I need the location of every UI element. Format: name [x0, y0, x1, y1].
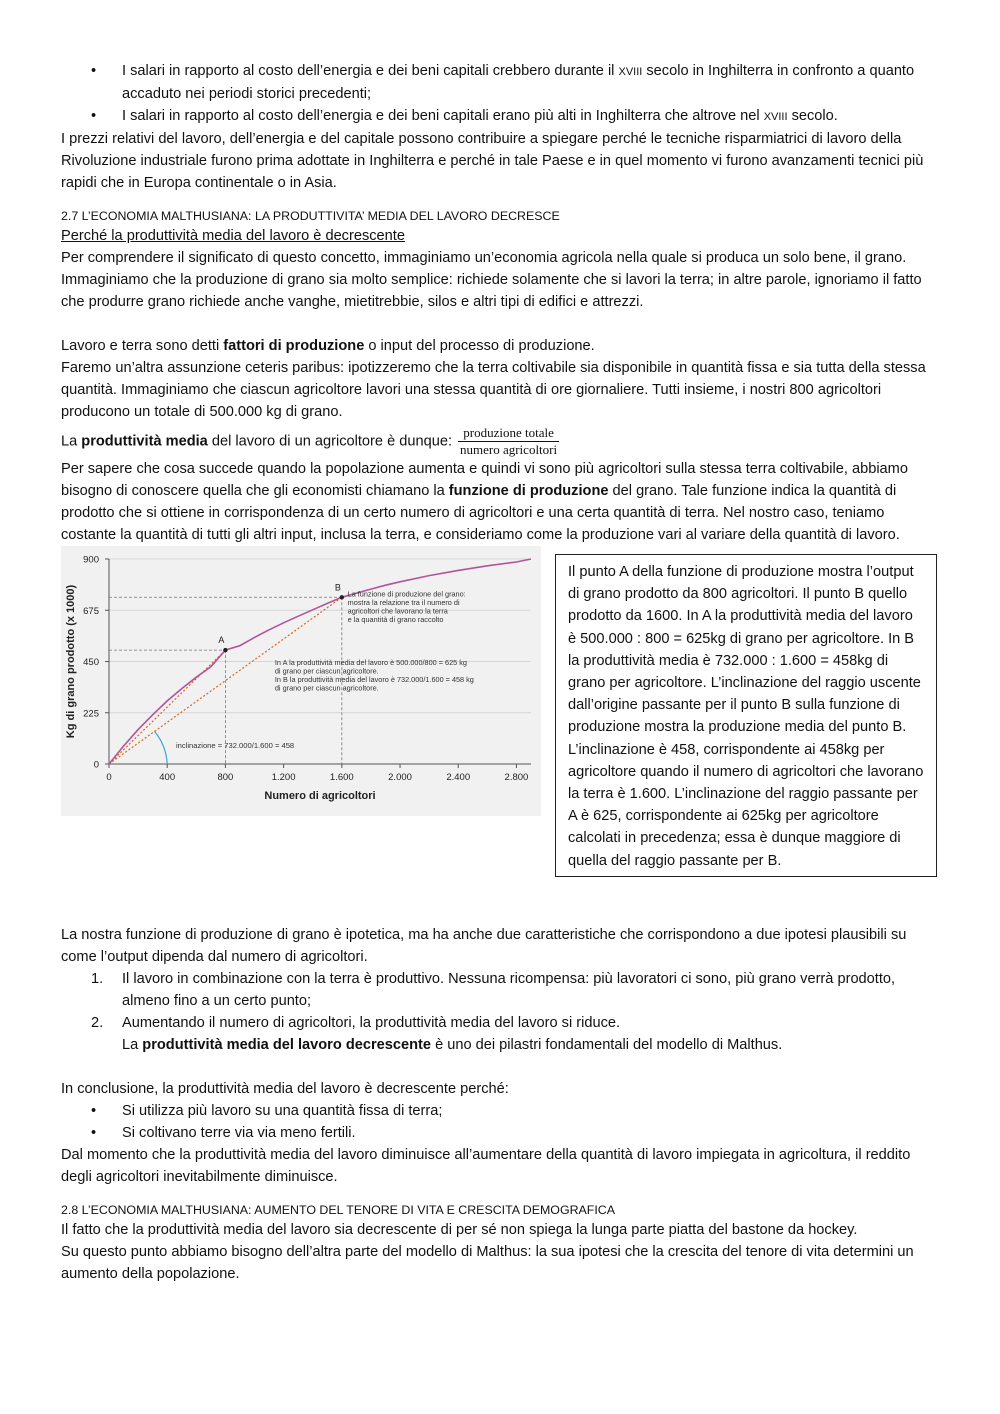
paragraph: Per sapere che cosa succede quando la popolazione aumenta e quindi vi sono più agricoltori sulla stessa terra coltivabile, abbiamo bisogno di conoscere quella che gli economisti chiamano la funzione di produzione del grano. Tale funzione indica la quantità di prodotto che si ottiene in corrispondenza di un certo numero di agricoltori e una certa quantità di terra. Nel nostro caso, teniamo costante la quantità di tutti gli altri input, inclusa la terra, e consideriamo come la produzione vari al variare della quantità di lavoro. [61, 461, 908, 543]
section-subheading: Perché la produttività media del lavoro è decrescente [61, 228, 405, 244]
y-axis-title: Kg di grano prodotto (x 1000) [65, 584, 77, 739]
annotation-line: La funzione di produzione del grano: [347, 589, 466, 599]
x-tick-label: 1.600 [329, 772, 354, 783]
list-item: • I salari in rapporto al costo dell’energia e dei beni capitali crebbero durante il XVIII secolo in Inghilterra in confronto a quanto accaduto nei periodi storici precedenti; [61, 60, 941, 105]
explanation-box: Il punto A della funzione di produzione mostra l’output di grano prodotto da 800 agricoltori. Il punto B quello prodotto da 1600. In A la produttività media del lavoro è 500.000 : 800 = 625kg di grano per agricoltore. In B la produttività media è 732.000 : 1.600 = 458kg di grano per agricoltore. L’inclinazione del raggio uscente dall’origine passante per il punto B sulla funzione di produzione mostra la produzione media del punto B. L’inclinazione è 458, corrispondente ai 458kg per agricoltore quando il numero di agricoltori che lavorano la terra è 1.600. L’inclinazione del raggio passante per A è 625, corrispondente ai 625kg per agricoltore calcolati in precedenza; essa è dunque maggiore di quella del raggio passante per B. [555, 554, 937, 877]
paragraph: Faremo un’altra assunzione ceteris paribus: ipotizzeremo che la terra coltivabile sia disponibile in quantità fissa e sia tutta della stessa quantità. Immaginiamo che ciascun agricoltore lavori una stessa quantità di ore giornaliere. Tutti insieme, i nostri 800 agricoltori producono un totale di 500.000 kg di grano. [61, 360, 926, 420]
slope-angle-arc [155, 731, 168, 764]
point-a [223, 648, 227, 652]
chart-svg [61, 546, 541, 816]
point-label-a: A [218, 635, 225, 646]
paragraph: Su questo punto abbiamo bisogno dell’altra parte del modello di Malthus: la sua ipotesi che la crescita del tenore di vita determini un aumento della popolazione. [61, 1244, 914, 1282]
annotation-line: In A la produttività media del lavoro è 500.000/800 = 625 kg [274, 657, 467, 667]
y-tick-label: 450 [83, 657, 99, 668]
annotation-line: di grano per ciascun agricoltore. [274, 683, 379, 693]
y-tick-label: 900 [83, 554, 99, 566]
list-item: 1. Il lavoro in combinazione con la terra è produttivo. Nessuna ricompensa: più lavoratori ci sono, più grano verrà prodotto, almeno fino a un certo punto; [91, 971, 896, 1009]
conclusion-bullet-list [61, 1100, 941, 1144]
document-page [61, 60, 941, 1285]
production-function-chart [61, 546, 541, 816]
section-heading-2-7: 2.7 L’ECONOMIA MALTHUSIANA: LA PRODUTTIVITA’ MEDIA DEL LAVORO DECRESCE [61, 209, 560, 223]
x-tick-label: 2.800 [504, 772, 529, 783]
annotation-line: e la quantità di grano raccolto [347, 615, 444, 625]
average-productivity-formula: $\frac{\text{produzione totale}}{\text{numero agricoltori}}$ [460, 425, 558, 457]
x-tick-label: 400 [159, 772, 176, 783]
x-axis-title: Numero di agricoltori [264, 790, 376, 802]
annotation-line: agricoltori che lavorano la terra [347, 606, 448, 616]
intro-bullet-list [61, 60, 941, 128]
list-item: • I salari in rapporto al costo dell’energia e dei beni capitali erano più alti in Inghilterra che altrove nel XVIII secolo. [61, 105, 941, 128]
annotation-line: mostra la relazione tra il numero di [347, 598, 460, 608]
point-label-b: B [334, 582, 341, 593]
y-tick-label: 675 [83, 605, 99, 617]
point-b [340, 595, 344, 599]
numbered-list [61, 968, 941, 1034]
x-tick-label: 1.200 [271, 772, 296, 783]
paragraph: Lavoro e terra sono detti fattori di produzione o input del processo di produzione. [61, 338, 595, 354]
annotation-line: di grano per ciascun agricoltore. [274, 666, 379, 676]
paragraph: Il fatto che la produttività media del lavoro sia decrescente di per sé non spiega la lunga parte piatta del bastone da hockey. [61, 1222, 858, 1238]
list-item: • Si utilizza più lavoro su una quantità fissa di terra; [61, 1100, 941, 1122]
x-tick-label: 2.400 [446, 772, 471, 783]
paragraph: Per comprendere il significato di questo concetto, immaginiamo un’economia agricola nella quale si produca un solo bene, il grano. Immaginiamo che la produzione di grano sia molto semplice: richiede solamente che si lavori la terra; in altre parole, ignoriamo il fatto che produrre grano richiede anche vanghe, mietitrebbie, silos e altri tipi di edifici e attrezzi. [61, 250, 922, 310]
paragraph: La produttività media del lavoro decrescente è uno dei pilastri fondamentali del modello di Malthus. [122, 1037, 783, 1053]
section-heading-2-8: 2.8 L’ECONOMIA MALTHUSIANA: AUMENTO DEL TENORE DI VITA E CRESCITA DEMOGRAFICA [61, 1203, 616, 1217]
list-item: • Si coltivano terre via via meno fertili. [61, 1122, 941, 1144]
paragraph: La nostra funzione di produzione di grano è ipotetica, ma ha anche due caratteristiche che corrispondono a due ipotesi plausibili su come l’output dipenda dal numero di agricoltori. [61, 927, 907, 965]
figure-row [61, 546, 941, 924]
x-tick-label: 800 [217, 772, 234, 783]
paragraph: Dal momento che la produttività media del lavoro diminuisce all’aumentare della quantità di lavoro impiegata in agricoltura, il reddito degli agricoltori inevitabilmente diminuisce. [61, 1147, 911, 1185]
x-tick-label: 2.000 [388, 772, 412, 783]
annotation-line: In B la produttività media del lavoro è 732.000/1.600 = 458 kg [274, 674, 474, 684]
slope-annotation: inclinazione = 732.000/1.600 = 458 [175, 741, 295, 751]
x-tick-label: 0 [106, 772, 112, 783]
y-tick-label: 225 [83, 708, 99, 720]
paragraph-formula: La produttività media del lavoro di un agricoltore è dunque: $\frac{\text{produzione totale}}{\text{numero agricoltori}}$ [61, 425, 558, 457]
y-tick-label: 0 [93, 759, 99, 771]
list-item: 2. Aumentando il numero di agricoltori, la produttività media del lavoro si riduce. [91, 1015, 621, 1031]
paragraph: In conclusione, la produttività media del lavoro è decrescente perché: [61, 1081, 509, 1097]
intro-paragraph: I prezzi relativi del lavoro, dell’energia e del capitale possono contribuire a spiegare perché le tecniche risparmiatrici di lavoro della Rivoluzione industriale furono prima adottate in Inghilterra e perché in tale Paese e in quel momento vi furono avanzamenti tecnici più rapidi che in Europa continentale o in Asia. [61, 131, 924, 191]
